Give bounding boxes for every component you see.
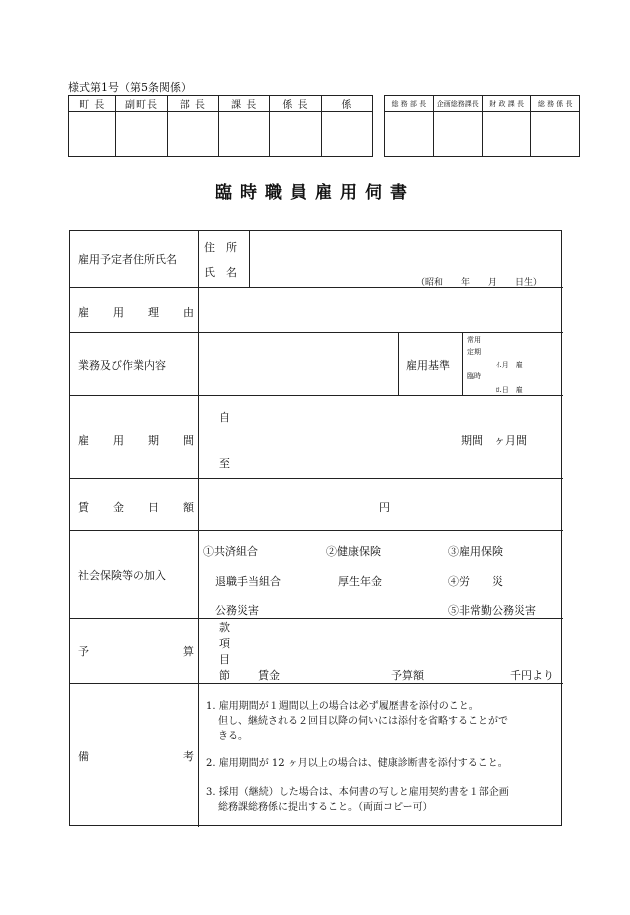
stamp-header-staff: 係 bbox=[321, 96, 372, 112]
stamp-header-deputy-mayor: 副町長 bbox=[116, 96, 167, 112]
period-duration: 期間 ヶ月間 bbox=[461, 434, 527, 447]
birth-date-field[interactable]: （昭和 年 月 日生） bbox=[416, 278, 543, 288]
stamp-box[interactable] bbox=[385, 112, 434, 157]
applicant-label: 雇用予定者住所氏名 bbox=[78, 253, 177, 266]
insurance-retirement: 退職手当組合 bbox=[215, 575, 281, 588]
stamp-header-chief: 係 長 bbox=[270, 96, 321, 112]
work-label: 業務及び作業内容 bbox=[78, 359, 166, 372]
wage-unit: 円 bbox=[379, 501, 390, 514]
remark-2: 2. 雇用期間が 12 ヶ月以上の場合は、健康診断書を添付すること。 bbox=[206, 758, 508, 769]
stamp-header-department-head: 部 長 bbox=[167, 96, 218, 112]
approval-stamp-table-right bbox=[384, 95, 580, 157]
insurance-employment: ③雇用保険 bbox=[448, 545, 503, 558]
insurance-public-accident: 公務災害 bbox=[215, 604, 259, 617]
form-title: 臨時職員雇用伺書 bbox=[215, 183, 415, 203]
budget-moku: 目 bbox=[219, 653, 230, 666]
budget-kou: 項 bbox=[219, 637, 230, 650]
form-number: 様式第1号（第5条関係） bbox=[68, 81, 192, 94]
stamp-box[interactable] bbox=[270, 112, 321, 157]
stamp-header-general-affairs-chief: 総 務 係 長 bbox=[531, 96, 580, 112]
type-regular: 常用 bbox=[467, 336, 481, 344]
option-monthly[interactable]: ｲ.月 雇 bbox=[496, 361, 523, 369]
insurance-label: 社会保険等の加入 bbox=[78, 569, 166, 582]
insurance-part-time-accident: ⑤非常勤公務災害 bbox=[448, 604, 536, 617]
stamp-box[interactable] bbox=[69, 112, 116, 157]
budget-wage: 賃金 bbox=[258, 669, 280, 682]
reason-label: 雇 用 理 由 bbox=[78, 306, 194, 319]
period-to: 至 bbox=[219, 457, 230, 470]
insurance-mutual-aid: ①共済組合 bbox=[203, 545, 258, 558]
remark-3-cont: 総務課総務係に提出すること。（両面コピー可） bbox=[218, 802, 433, 813]
budget-amount: 予算額 bbox=[391, 669, 424, 682]
stamp-box[interactable] bbox=[433, 112, 482, 157]
type-temporary: 臨時 bbox=[467, 372, 481, 380]
remark-3: 3. 採用（継続）した場合は、本伺書の写しと雇用契約書を１部企画 bbox=[206, 787, 509, 798]
budget-kan: 款 bbox=[219, 621, 230, 634]
remark-1-cont2: きる。 bbox=[218, 731, 248, 742]
insurance-health: ②健康保険 bbox=[326, 545, 381, 558]
stamp-header-general-affairs-director: 総 務 部 長 bbox=[385, 96, 434, 112]
type-periodic: 定期 bbox=[467, 348, 481, 356]
wage-label: 賃 金 日 額 bbox=[78, 501, 194, 514]
insurance-workers-comp: ④労 災 bbox=[448, 575, 503, 588]
budget-setsu: 節 bbox=[219, 669, 230, 682]
remark-1: 1. 雇用期間が１週間以上の場合は必ず履歴書を添付のこと。 bbox=[206, 701, 479, 712]
stamp-box[interactable] bbox=[167, 112, 218, 157]
stamp-box[interactable] bbox=[219, 112, 270, 157]
standard-label: 雇用基準 bbox=[406, 359, 450, 372]
period-label: 雇 用 期 間 bbox=[78, 434, 194, 447]
stamp-box[interactable] bbox=[531, 112, 580, 157]
name-label: 氏 名 bbox=[204, 266, 237, 279]
budget-label: 予 算 bbox=[78, 645, 194, 658]
remark-1-cont: 但し、継続される２回目以降の伺いには添付を省略することがで bbox=[218, 716, 508, 727]
stamp-header-planning-section-head: 企画総務課長 bbox=[433, 96, 482, 112]
remarks-label: 備 考 bbox=[78, 750, 194, 763]
insurance-pension: 厚生年金 bbox=[338, 575, 382, 588]
stamp-header-finance-section-head: 財 政 課 長 bbox=[482, 96, 531, 112]
stamp-header-section-head: 課 長 bbox=[219, 96, 270, 112]
stamp-box[interactable] bbox=[116, 112, 167, 157]
stamp-box[interactable] bbox=[482, 112, 531, 157]
application-form bbox=[69, 230, 562, 826]
period-from: 自 bbox=[219, 411, 230, 424]
address-label: 住 所 bbox=[204, 241, 237, 254]
option-daily[interactable]: ﾛ.日 雇 bbox=[496, 386, 523, 394]
budget-unit: 千円より bbox=[510, 669, 554, 682]
stamp-header-mayor: 町 長 bbox=[69, 96, 116, 112]
approval-stamp-table-left bbox=[68, 95, 373, 157]
stamp-box[interactable] bbox=[321, 112, 372, 157]
